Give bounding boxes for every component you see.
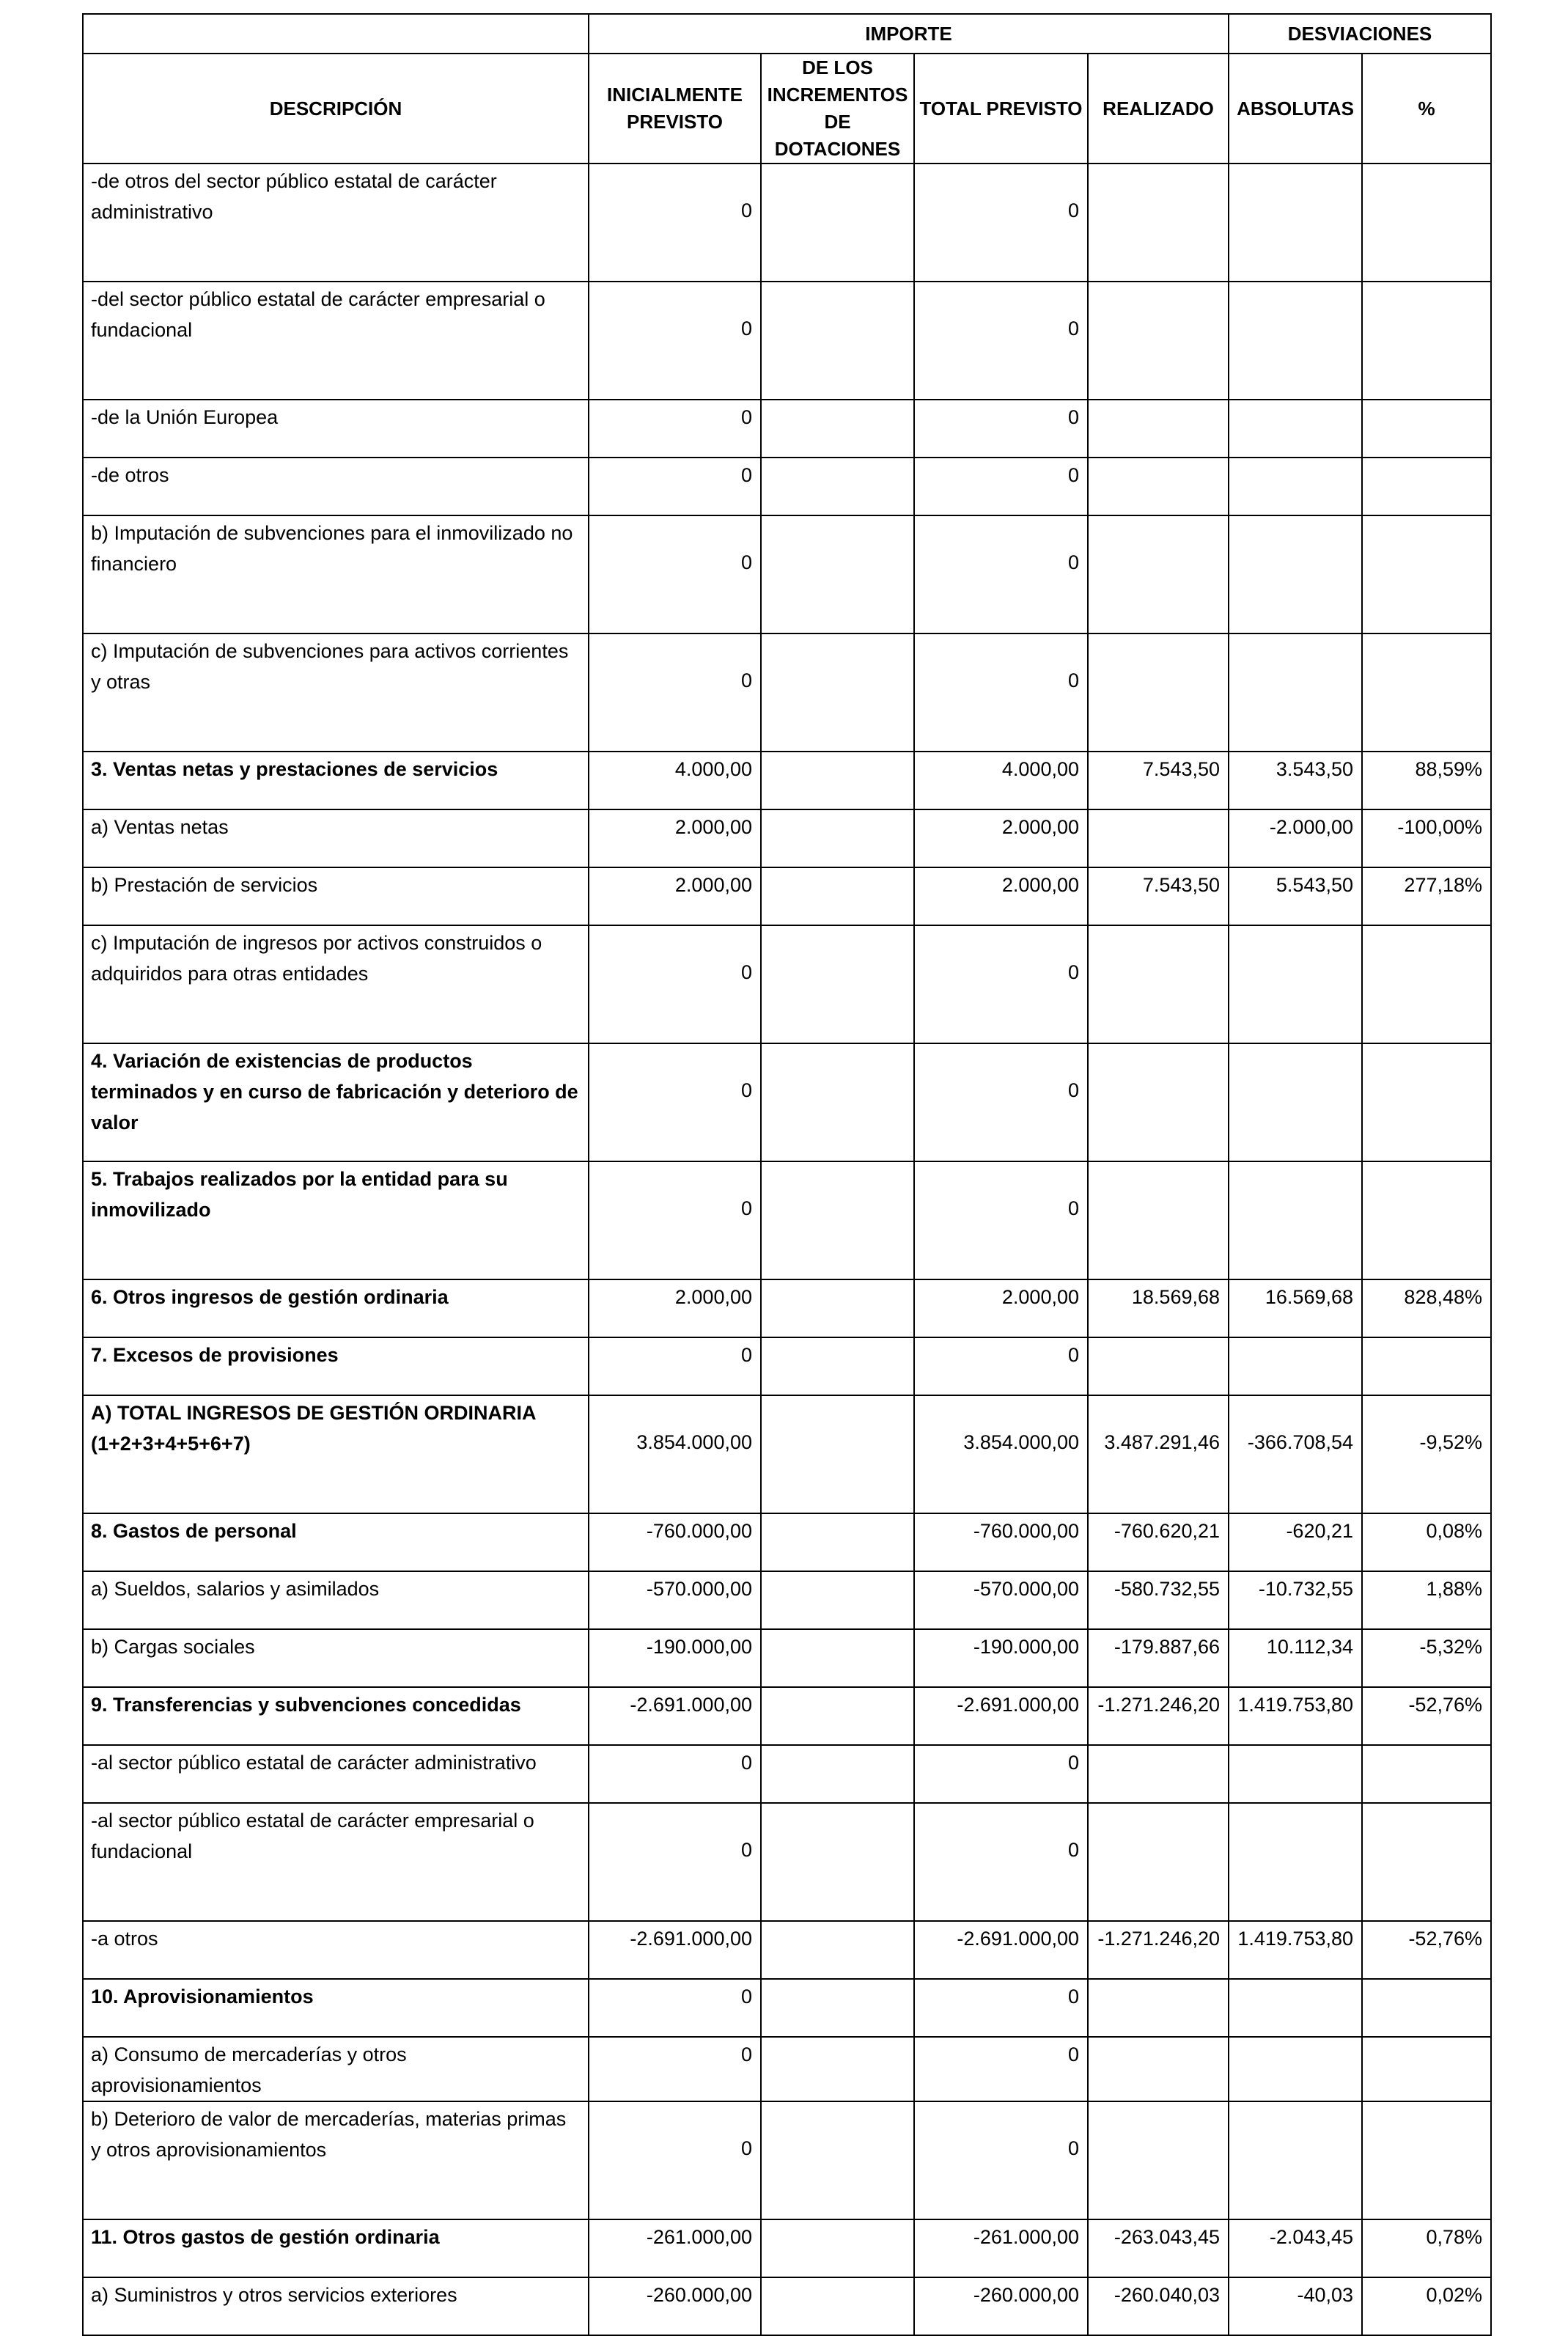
header-absolutas: ABSOLUTAS bbox=[1229, 54, 1362, 164]
cell-incrementos-dotaciones bbox=[761, 282, 914, 400]
cell-realizado bbox=[1088, 1161, 1229, 1279]
header-realizado: REALIZADO bbox=[1088, 54, 1229, 164]
cell-realizado bbox=[1088, 1979, 1229, 2037]
cell-incrementos-dotaciones bbox=[761, 1745, 914, 1803]
table-row bbox=[83, 633, 1491, 752]
cell-inicialmente-previsto: -2.691.000,00 bbox=[589, 1921, 761, 1979]
table-row bbox=[83, 515, 1491, 633]
cell-realizado bbox=[1088, 1745, 1229, 1803]
cell-incrementos-dotaciones bbox=[761, 2037, 914, 2101]
cell-total-previsto: 2.000,00 bbox=[914, 809, 1088, 867]
cell-inicialmente-previsto: 0 bbox=[589, 1745, 761, 1803]
table-row bbox=[83, 2277, 1491, 2335]
cell-total-previsto: 0 bbox=[914, 282, 1088, 400]
cell-absolutas bbox=[1229, 2101, 1362, 2219]
cell-porcentaje bbox=[1362, 1979, 1491, 2037]
cell-total-previsto: 0 bbox=[914, 1337, 1088, 1395]
cell-total-previsto: -2.691.000,00 bbox=[914, 1687, 1088, 1745]
cell-realizado bbox=[1088, 400, 1229, 458]
cell-incrementos-dotaciones bbox=[761, 2101, 914, 2219]
cell-realizado: -260.040,03 bbox=[1088, 2277, 1229, 2335]
cell-total-previsto: 0 bbox=[914, 1161, 1088, 1279]
table-row bbox=[83, 1745, 1491, 1803]
cell-descripcion: a) Suministros y otros servicios exteriores bbox=[83, 2277, 589, 2335]
cell-realizado bbox=[1088, 1803, 1229, 1921]
cell-porcentaje: 88,59% bbox=[1362, 752, 1491, 809]
cell-absolutas bbox=[1229, 633, 1362, 752]
table-body bbox=[83, 164, 1491, 2335]
cell-descripcion: b) Prestación de servicios bbox=[83, 867, 589, 925]
table-row bbox=[83, 1629, 1491, 1687]
cell-realizado: -1.271.246,20 bbox=[1088, 1687, 1229, 1745]
cell-incrementos-dotaciones bbox=[761, 1513, 914, 1571]
cell-inicialmente-previsto: 4.000,00 bbox=[589, 752, 761, 809]
cell-realizado: -179.887,66 bbox=[1088, 1629, 1229, 1687]
cell-descripcion: c) Imputación de ingresos por activos construidos o adquiridos para otras entidades bbox=[83, 925, 589, 1043]
cell-absolutas: 1.419.753,80 bbox=[1229, 1687, 1362, 1745]
cell-total-previsto: -2.691.000,00 bbox=[914, 1921, 1088, 1979]
cell-absolutas bbox=[1229, 1979, 1362, 2037]
cell-total-previsto: 0 bbox=[914, 164, 1088, 282]
table-row bbox=[83, 2037, 1491, 2101]
cell-inicialmente-previsto: -190.000,00 bbox=[589, 1629, 761, 1687]
cell-inicialmente-previsto: 0 bbox=[589, 282, 761, 400]
cell-porcentaje: -100,00% bbox=[1362, 809, 1491, 867]
cell-realizado: -263.043,45 bbox=[1088, 2219, 1229, 2277]
cell-inicialmente-previsto: 0 bbox=[589, 925, 761, 1043]
cell-incrementos-dotaciones bbox=[761, 2219, 914, 2277]
cell-inicialmente-previsto: 0 bbox=[589, 458, 761, 515]
header-descripcion: DESCRIPCIÓN bbox=[83, 54, 589, 164]
cell-incrementos-dotaciones bbox=[761, 1629, 914, 1687]
cell-realizado: -580.732,55 bbox=[1088, 1571, 1229, 1629]
cell-incrementos-dotaciones bbox=[761, 1921, 914, 1979]
cell-descripcion: 11. Otros gastos de gestión ordinaria bbox=[83, 2219, 589, 2277]
cell-inicialmente-previsto: -260.000,00 bbox=[589, 2277, 761, 2335]
cell-incrementos-dotaciones bbox=[761, 1161, 914, 1279]
table-row bbox=[83, 1571, 1491, 1629]
cell-porcentaje: 828,48% bbox=[1362, 1279, 1491, 1337]
cell-absolutas bbox=[1229, 1337, 1362, 1395]
cell-absolutas bbox=[1229, 400, 1362, 458]
table-row bbox=[83, 867, 1491, 925]
table-row bbox=[83, 1279, 1491, 1337]
header-importe: IMPORTE bbox=[589, 14, 1229, 54]
cell-descripcion: a) Sueldos, salarios y asimilados bbox=[83, 1571, 589, 1629]
cell-porcentaje: -52,76% bbox=[1362, 1921, 1491, 1979]
cell-inicialmente-previsto: -261.000,00 bbox=[589, 2219, 761, 2277]
cell-inicialmente-previsto: 0 bbox=[589, 515, 761, 633]
cell-descripcion: -de otros del sector público estatal de carácter administrativo bbox=[83, 164, 589, 282]
cell-absolutas: -2.043,45 bbox=[1229, 2219, 1362, 2277]
cell-realizado bbox=[1088, 1337, 1229, 1395]
table-row bbox=[83, 400, 1491, 458]
cell-total-previsto: -570.000,00 bbox=[914, 1571, 1088, 1629]
cell-porcentaje bbox=[1362, 164, 1491, 282]
cell-total-previsto: 0 bbox=[914, 1745, 1088, 1803]
table-row bbox=[83, 1921, 1491, 1979]
cell-incrementos-dotaciones bbox=[761, 458, 914, 515]
cell-total-previsto: 0 bbox=[914, 633, 1088, 752]
cell-total-previsto: 0 bbox=[914, 1979, 1088, 2037]
cell-descripcion: b) Deterioro de valor de mercaderías, materias primas y otros aprovisionamientos bbox=[83, 2101, 589, 2219]
cell-absolutas: 1.419.753,80 bbox=[1229, 1921, 1362, 1979]
cell-incrementos-dotaciones bbox=[761, 2277, 914, 2335]
cell-incrementos-dotaciones bbox=[761, 1337, 914, 1395]
cell-inicialmente-previsto: 0 bbox=[589, 1803, 761, 1921]
cell-descripcion: a) Ventas netas bbox=[83, 809, 589, 867]
table-row bbox=[83, 164, 1491, 282]
cell-porcentaje bbox=[1362, 1803, 1491, 1921]
cell-descripcion: a) Consumo de mercaderías y otros aprovisionamientos bbox=[83, 2037, 589, 2101]
table-row bbox=[83, 1395, 1491, 1513]
cell-descripcion: 10. Aprovisionamientos bbox=[83, 1979, 589, 2037]
cell-total-previsto: 0 bbox=[914, 458, 1088, 515]
cell-descripcion: -a otros bbox=[83, 1921, 589, 1979]
cell-inicialmente-previsto: 0 bbox=[589, 1043, 761, 1161]
cell-absolutas bbox=[1229, 1745, 1362, 1803]
cell-total-previsto: 0 bbox=[914, 925, 1088, 1043]
cell-realizado bbox=[1088, 164, 1229, 282]
cell-total-previsto: 2.000,00 bbox=[914, 867, 1088, 925]
cell-realizado bbox=[1088, 2101, 1229, 2219]
cell-inicialmente-previsto: 0 bbox=[589, 1979, 761, 2037]
cell-incrementos-dotaciones bbox=[761, 1395, 914, 1513]
table-row bbox=[83, 282, 1491, 400]
cell-realizado: 7.543,50 bbox=[1088, 867, 1229, 925]
cell-porcentaje bbox=[1362, 2037, 1491, 2101]
cell-inicialmente-previsto: 0 bbox=[589, 633, 761, 752]
cell-inicialmente-previsto: 0 bbox=[589, 400, 761, 458]
table-row bbox=[83, 1513, 1491, 1571]
cell-total-previsto: 3.854.000,00 bbox=[914, 1395, 1088, 1513]
cell-incrementos-dotaciones bbox=[761, 1043, 914, 1161]
cell-realizado bbox=[1088, 633, 1229, 752]
cell-inicialmente-previsto: 0 bbox=[589, 2037, 761, 2101]
cell-descripcion: 5. Trabajos realizados por la entidad para su inmovilizado bbox=[83, 1161, 589, 1279]
header-porcentaje: % bbox=[1362, 54, 1491, 164]
cell-realizado bbox=[1088, 2037, 1229, 2101]
table-row bbox=[83, 809, 1491, 867]
cell-absolutas bbox=[1229, 282, 1362, 400]
cell-inicialmente-previsto: 2.000,00 bbox=[589, 809, 761, 867]
header-empty-cell bbox=[83, 14, 589, 54]
cell-absolutas: -620,21 bbox=[1229, 1513, 1362, 1571]
cell-porcentaje: -52,76% bbox=[1362, 1687, 1491, 1745]
cell-absolutas: 3.543,50 bbox=[1229, 752, 1362, 809]
header-column-row bbox=[83, 54, 1491, 164]
cell-porcentaje: 1,88% bbox=[1362, 1571, 1491, 1629]
cell-absolutas bbox=[1229, 458, 1362, 515]
cell-porcentaje bbox=[1362, 1337, 1491, 1395]
cell-absolutas: -2.000,00 bbox=[1229, 809, 1362, 867]
cell-total-previsto: 0 bbox=[914, 515, 1088, 633]
cell-incrementos-dotaciones bbox=[761, 1687, 914, 1745]
cell-inicialmente-previsto: 0 bbox=[589, 1337, 761, 1395]
cell-incrementos-dotaciones bbox=[761, 515, 914, 633]
cell-descripcion: -al sector público estatal de carácter empresarial o fundacional bbox=[83, 1803, 589, 1921]
cell-porcentaje bbox=[1362, 515, 1491, 633]
header-total-previsto: TOTAL PREVISTO bbox=[914, 54, 1088, 164]
cell-realizado bbox=[1088, 515, 1229, 633]
cell-realizado bbox=[1088, 809, 1229, 867]
cell-porcentaje: -9,52% bbox=[1362, 1395, 1491, 1513]
cell-incrementos-dotaciones bbox=[761, 1279, 914, 1337]
header-desviaciones: DESVIACIONES bbox=[1229, 14, 1491, 54]
cell-porcentaje bbox=[1362, 925, 1491, 1043]
cell-porcentaje bbox=[1362, 2101, 1491, 2219]
cell-porcentaje: 0,08% bbox=[1362, 1513, 1491, 1571]
cell-descripcion: b) Imputación de subvenciones para el inmovilizado no financiero bbox=[83, 515, 589, 633]
cell-realizado: -760.620,21 bbox=[1088, 1513, 1229, 1571]
cell-porcentaje bbox=[1362, 1043, 1491, 1161]
cell-total-previsto: -260.000,00 bbox=[914, 2277, 1088, 2335]
header-inicialmente-previsto: INICIALMENTE PREVISTO bbox=[589, 54, 761, 164]
cell-absolutas: -10.732,55 bbox=[1229, 1571, 1362, 1629]
cell-incrementos-dotaciones bbox=[761, 164, 914, 282]
cell-total-previsto: -261.000,00 bbox=[914, 2219, 1088, 2277]
cell-realizado: 18.569,68 bbox=[1088, 1279, 1229, 1337]
cell-absolutas: 10.112,34 bbox=[1229, 1629, 1362, 1687]
cell-inicialmente-previsto: 2.000,00 bbox=[589, 867, 761, 925]
cell-realizado bbox=[1088, 1043, 1229, 1161]
cell-absolutas: 16.569,68 bbox=[1229, 1279, 1362, 1337]
cell-descripcion: -de otros bbox=[83, 458, 589, 515]
cell-incrementos-dotaciones bbox=[761, 867, 914, 925]
cell-realizado bbox=[1088, 925, 1229, 1043]
cell-absolutas bbox=[1229, 164, 1362, 282]
cell-total-previsto: -190.000,00 bbox=[914, 1629, 1088, 1687]
cell-descripcion: 6. Otros ingresos de gestión ordinaria bbox=[83, 1279, 589, 1337]
cell-descripcion: 4. Variación de existencias de productos terminados y en curso de fabricación y deterioro de valor bbox=[83, 1043, 589, 1161]
table-row bbox=[83, 1161, 1491, 1279]
cell-absolutas bbox=[1229, 925, 1362, 1043]
cell-incrementos-dotaciones bbox=[761, 752, 914, 809]
cell-porcentaje bbox=[1362, 633, 1491, 752]
table-row bbox=[83, 458, 1491, 515]
table-row bbox=[83, 1979, 1491, 2037]
cell-total-previsto: 0 bbox=[914, 1803, 1088, 1921]
cell-absolutas bbox=[1229, 2037, 1362, 2101]
cell-absolutas bbox=[1229, 515, 1362, 633]
table-row bbox=[83, 925, 1491, 1043]
cell-incrementos-dotaciones bbox=[761, 1803, 914, 1921]
cell-inicialmente-previsto: 0 bbox=[589, 1161, 761, 1279]
cell-porcentaje: -5,32% bbox=[1362, 1629, 1491, 1687]
table-row bbox=[83, 752, 1491, 809]
cell-porcentaje bbox=[1362, 282, 1491, 400]
header-incrementos-dotaciones: DE LOS INCREMENTOS DE DOTACIONES bbox=[761, 54, 914, 164]
cell-realizado: -1.271.246,20 bbox=[1088, 1921, 1229, 1979]
cell-inicialmente-previsto: -2.691.000,00 bbox=[589, 1687, 761, 1745]
cell-absolutas: -40,03 bbox=[1229, 2277, 1362, 2335]
cell-inicialmente-previsto: 0 bbox=[589, 2101, 761, 2219]
table-row bbox=[83, 1043, 1491, 1161]
cell-total-previsto: 0 bbox=[914, 2037, 1088, 2101]
cell-realizado: 3.487.291,46 bbox=[1088, 1395, 1229, 1513]
cell-porcentaje: 0,02% bbox=[1362, 2277, 1491, 2335]
cell-total-previsto: -760.000,00 bbox=[914, 1513, 1088, 1571]
cell-descripcion: 3. Ventas netas y prestaciones de servicios bbox=[83, 752, 589, 809]
cell-total-previsto: 0 bbox=[914, 400, 1088, 458]
cell-descripcion: -del sector público estatal de carácter empresarial o fundacional bbox=[83, 282, 589, 400]
cell-descripcion: -de la Unión Europea bbox=[83, 400, 589, 458]
budget-execution-table bbox=[82, 13, 1492, 2336]
cell-descripcion: A) TOTAL INGRESOS DE GESTIÓN ORDINARIA (1+2+3+4+5+6+7) bbox=[83, 1395, 589, 1513]
cell-inicialmente-previsto: -760.000,00 bbox=[589, 1513, 761, 1571]
cell-descripcion: 8. Gastos de personal bbox=[83, 1513, 589, 1571]
table-row bbox=[83, 2219, 1491, 2277]
table-row bbox=[83, 1337, 1491, 1395]
cell-realizado: 7.543,50 bbox=[1088, 752, 1229, 809]
cell-descripcion: -al sector público estatal de carácter administrativo bbox=[83, 1745, 589, 1803]
cell-absolutas bbox=[1229, 1161, 1362, 1279]
cell-inicialmente-previsto: 0 bbox=[589, 164, 761, 282]
cell-incrementos-dotaciones bbox=[761, 1571, 914, 1629]
cell-total-previsto: 0 bbox=[914, 2101, 1088, 2219]
cell-incrementos-dotaciones bbox=[761, 400, 914, 458]
cell-descripcion: c) Imputación de subvenciones para activos corrientes y otras bbox=[83, 633, 589, 752]
cell-porcentaje: 0,78% bbox=[1362, 2219, 1491, 2277]
cell-incrementos-dotaciones bbox=[761, 1979, 914, 2037]
header-group-row bbox=[83, 14, 1491, 54]
cell-absolutas bbox=[1229, 1803, 1362, 1921]
cell-descripcion: 7. Excesos de provisiones bbox=[83, 1337, 589, 1395]
cell-incrementos-dotaciones bbox=[761, 925, 914, 1043]
cell-porcentaje bbox=[1362, 458, 1491, 515]
cell-descripcion: 9. Transferencias y subvenciones concedidas bbox=[83, 1687, 589, 1745]
cell-absolutas bbox=[1229, 1043, 1362, 1161]
cell-total-previsto: 4.000,00 bbox=[914, 752, 1088, 809]
cell-absolutas: -366.708,54 bbox=[1229, 1395, 1362, 1513]
cell-total-previsto: 0 bbox=[914, 1043, 1088, 1161]
cell-incrementos-dotaciones bbox=[761, 633, 914, 752]
table-row bbox=[83, 2101, 1491, 2219]
cell-descripcion: b) Cargas sociales bbox=[83, 1629, 589, 1687]
cell-porcentaje: 277,18% bbox=[1362, 867, 1491, 925]
cell-absolutas: 5.543,50 bbox=[1229, 867, 1362, 925]
table-row bbox=[83, 1803, 1491, 1921]
cell-porcentaje bbox=[1362, 1745, 1491, 1803]
cell-total-previsto: 2.000,00 bbox=[914, 1279, 1088, 1337]
cell-inicialmente-previsto: 2.000,00 bbox=[589, 1279, 761, 1337]
cell-realizado bbox=[1088, 458, 1229, 515]
cell-realizado bbox=[1088, 282, 1229, 400]
cell-inicialmente-previsto: -570.000,00 bbox=[589, 1571, 761, 1629]
table-row bbox=[83, 1687, 1491, 1745]
cell-inicialmente-previsto: 3.854.000,00 bbox=[589, 1395, 761, 1513]
cell-porcentaje bbox=[1362, 1161, 1491, 1279]
cell-incrementos-dotaciones bbox=[761, 809, 914, 867]
cell-porcentaje bbox=[1362, 400, 1491, 458]
